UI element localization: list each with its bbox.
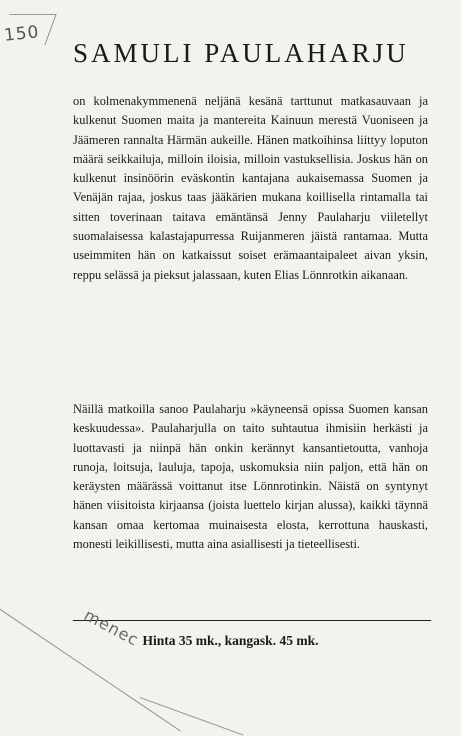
page-title: SAMULI PAULAHARJU: [73, 38, 409, 68]
paragraph-2: Näillä matkoilla sanoo Paulaharju »käyneensä opissa Suomen kansan keskuudessa». Paulaharjulla on taito suhtautua ihmisiin herkästi ja luottavasti ja niinpä hän onkin kerännyt kansantietoutta, vanhoja runoja, loitsuja, lauluja, tapoja, uskomuksia niin paljon, että hän on keräysten määrässä voittanut itse Lönnrotinkin. Näistä on syntynyt hänen viisitoista kirjaansa (joista luettelo kirjan alussa), kaikki täynnä kansan omaa kertomaa muinaisesta elosta, kerrottuna hauskasti, monesti leikillisesti, mutta aina asiallisesti ja tieteellisesti.: [73, 402, 428, 552]
pencil-stroke: [140, 697, 244, 736]
paragraph-1: on kolmenakymmenenä neljänä kesänä tarttunut matkasauvaan ja kulkenut Suomen maita ja mantereita Kainuun merestä Vuoniseen ja Jäämeren rannalta Härmän aukeille. Hänen matkoihinsa liittyy loputon määrä seikkailuja, milloin iloisia, milloin vastuksellisia. Joskus hän on kulkenut insinöörin eväskontin kantajana aukaisemassa Suomen ja Venäjän rajaa, joskus taas jääkärien mukana koillisella rintamalla tai sitten toverinaan taitava emäntänsä Jenny Paulaharju viiletellyt suomalaisessa kalastajapurressa Ruijanmeren jäistä rantamaa. Mutta useimmiten hän on katkaissut soiset erämaantaipaleet aivan yksin, reppu selässä ja pieksut jalassaan, kuten Elias Lönnrotkin aikanaan.: [73, 94, 428, 282]
handwritten-number: 150: [3, 22, 41, 46]
price-line: Hinta 35 mk., kangask. 45 mk.: [142, 633, 319, 648]
divider-rule: [73, 620, 431, 621]
handwritten-signature: menec: [81, 605, 143, 650]
